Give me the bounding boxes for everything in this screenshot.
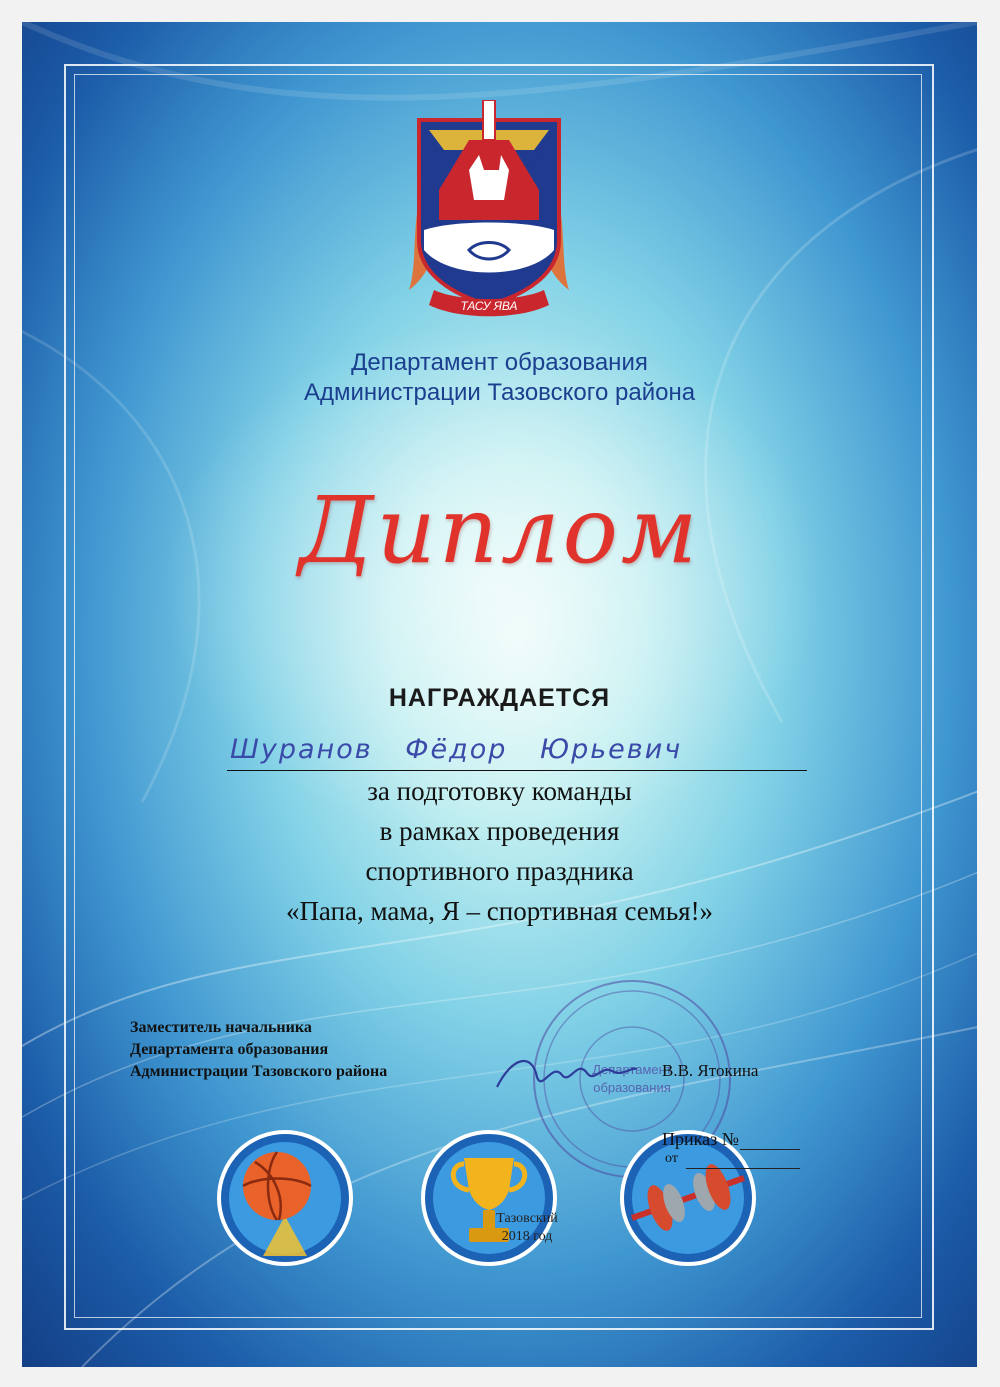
diploma-sheet — [22, 22, 977, 1367]
coat-of-arms-icon — [379, 100, 599, 330]
department-line-1: Департамент образования — [351, 349, 648, 376]
order-from-label: от — [665, 1151, 678, 1166]
signer-line-1: Заместитель начальника — [130, 1019, 312, 1036]
order-label: Приказ № — [662, 1129, 739, 1149]
emblem-ribbon-text: ТАСУ ЯВА — [460, 299, 518, 313]
year-note-line-2: 2018 год — [501, 1229, 553, 1244]
order-date-line — [686, 1168, 800, 1169]
stamp-center-line-2: образования — [593, 1080, 671, 1095]
order-number — [662, 1129, 739, 1150]
stamp-center-line-1: Департамент — [592, 1062, 672, 1077]
year-note — [482, 1210, 572, 1246]
recipient-underline — [227, 770, 807, 771]
signer-line-2: Департамента образования — [130, 1041, 329, 1058]
body-line-2: в рамках проведения — [379, 816, 620, 846]
year-note-line-1: Тазовский — [496, 1211, 558, 1226]
body-line-4: «Папа, мама, Я – спортивная семья!» — [285, 896, 714, 926]
basketball-icon — [215, 1128, 355, 1268]
signature-icon — [492, 1047, 642, 1097]
signer-name: В.В. Ятокина — [662, 1061, 759, 1080]
recipient-name-handwritten: Шуранов Фёдор Юрьевич — [230, 734, 683, 765]
signer-title — [130, 1017, 387, 1083]
order-date — [665, 1151, 678, 1167]
signer-line-3: Администрации Тазовского района — [130, 1063, 388, 1080]
body-line-1: за подготовку команды — [367, 776, 632, 806]
department-line-2: Администрации Тазовского района — [303, 379, 696, 406]
body-line-3: спортивного праздника — [365, 856, 634, 886]
awarded-label: НАГРАЖДАЕТСЯ — [388, 684, 611, 712]
trophy-icon — [419, 1128, 559, 1268]
order-number-line — [740, 1149, 800, 1150]
diploma-title: Диплом — [298, 477, 701, 584]
